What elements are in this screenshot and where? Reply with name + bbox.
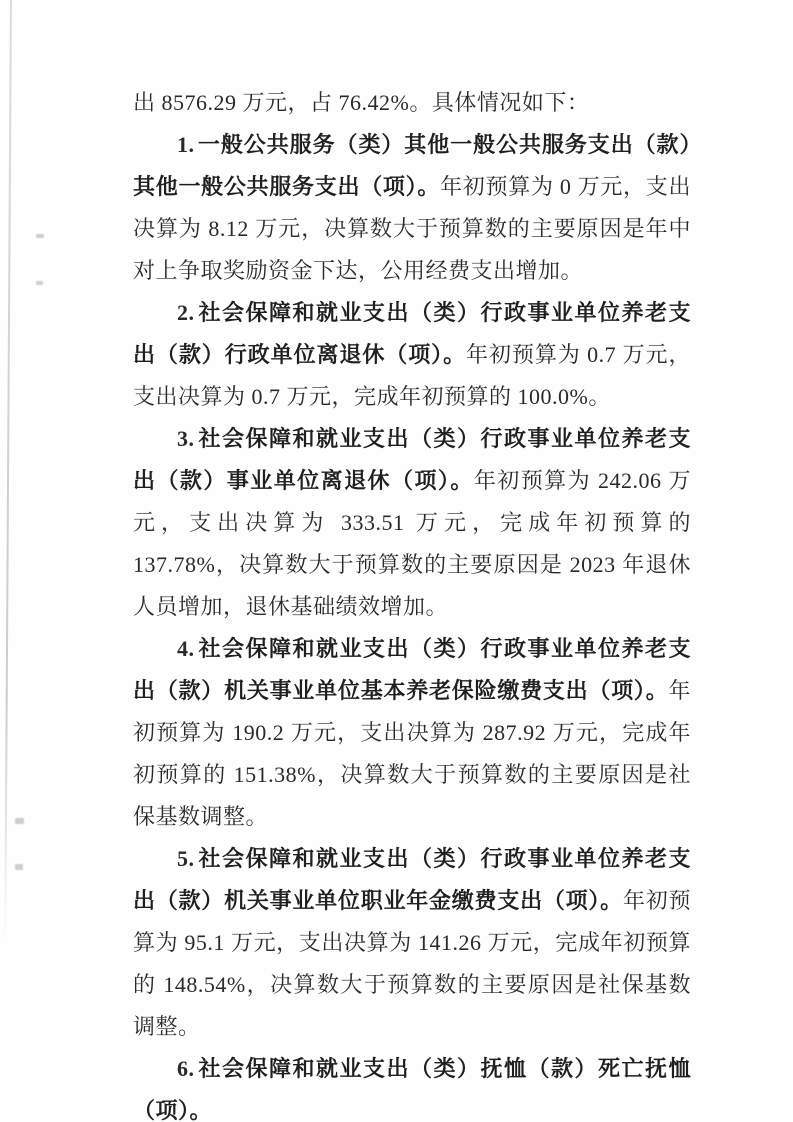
paragraph-intro [133,82,691,124]
scan-edge-line [4,0,12,944]
item-body: 年初预算为 190.2 万元，支出决算为 287.92 万元，完成年初预算的 151.38%，决算数大于预算数的主要原因是社保基数调整。 [133,678,691,829]
item-number: 4. [177,636,195,661]
item-number: 1. [177,132,195,157]
item-number: 6. [177,1056,195,1081]
item-body: 年初预算为 95.1 万元，支出决算为 141.26 万元，完成年初预算的 148.54%，决算数大于预算数的主要原因是社保基数调整。 [133,888,691,1039]
scan-artifact [15,864,23,870]
budget-item-1 [133,124,691,292]
budget-item-5 [133,838,691,1048]
item-heading: 社会保障和就业支出（类）行政事业单位养老支出（款）行政单位离退休（项）。 [133,300,691,367]
item-heading: 社会保障和就业支出（类）行政事业单位养老支出（款）机关事业单位基本养老保险缴费支出（项）。 [133,636,691,703]
item-heading: 一般公共服务（类）其他一般公共服务支出（款）其他一般公共服务支出（项）。 [133,132,691,199]
item-heading: 社会保障和就业支出（类）行政事业单位养老支出（款）机关事业单位职业年金缴费支出（项）。 [133,846,691,913]
intro-text: 出 8576.29 万元，占 76.42%。具体情况如下： [133,90,590,115]
budget-item-4 [133,628,691,838]
item-number: 5. [177,846,195,871]
item-body: 年初预算为 0 万元，支出决算为 8.12 万元，决算数大于预算数的主要原因是年中对上争取奖励资金下达，公用经费支出增加。 [133,174,691,283]
document-body [133,82,691,1122]
item-body: 年初预算为 242.06 万元，支出决算为 333.51 万元，完成年初预算的 137.78%，决算数大于预算数的主要原因是 2023 年退休人员增加，退休基础绩效增加。 [133,468,691,619]
budget-item-6 [133,1048,691,1122]
item-heading: 社会保障和就业支出（类）行政事业单位养老支出（款）事业单位离退休（项）。 [133,426,691,493]
item-heading: 社会保障和就业支出（类）抚恤（款）死亡抚恤（项）。 [133,1056,691,1122]
budget-item-3 [133,418,691,628]
item-body: 年初预算为 0.7 万元，支出决算为 0.7 万元，完成年初预算的 100.0%。 [133,342,691,409]
budget-item-2 [133,292,691,418]
scan-artifact [36,281,43,285]
item-number: 2. [177,300,195,325]
item-number: 3. [177,426,195,451]
scan-artifact [15,818,24,824]
scan-artifact [36,234,44,238]
